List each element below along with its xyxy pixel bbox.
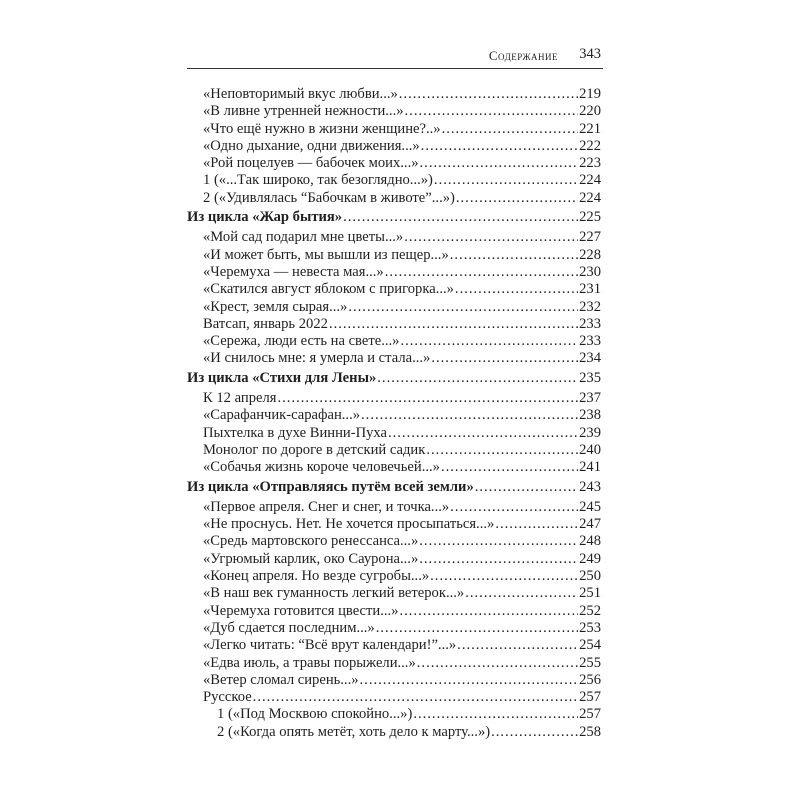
toc-entry — [187, 333, 601, 350]
dot-leader — [377, 370, 578, 387]
toc-entry-page: 220 — [579, 103, 601, 120]
toc-entry-page: 248 — [579, 533, 601, 550]
toc-entry-title: «Собачья жизнь короче человечьей...» — [203, 459, 440, 476]
toc-entry — [187, 86, 601, 103]
toc-entry-title: «Скатился август яблоком с пригорка...» — [203, 281, 454, 298]
toc-entry-title: Русское — [203, 689, 252, 706]
toc-entry-page: 230 — [579, 263, 601, 280]
toc-entry-title: «Черемуха — невеста мая...» — [203, 263, 384, 280]
toc-entry — [187, 281, 601, 298]
dot-leader — [450, 499, 578, 516]
toc-entry-title: «Первое апреля. Снег и снег, и точка...» — [203, 498, 450, 515]
toc-entry — [187, 264, 601, 281]
dot-leader — [457, 637, 578, 654]
dot-leader — [399, 603, 578, 620]
dot-leader — [419, 533, 578, 550]
table-of-contents — [187, 86, 601, 741]
toc-entry-page: 255 — [579, 654, 601, 671]
toc-entry-title: «Угрюмый карлик, око Саурона...» — [203, 550, 419, 567]
dot-leader — [431, 350, 578, 367]
dot-leader — [419, 551, 578, 568]
toc-entry — [187, 390, 601, 407]
toc-entry-page: 219 — [579, 86, 601, 102]
dot-leader — [417, 655, 578, 672]
toc-entry-title: 2 («Удивлялась “Бабочкам в животе”...») — [203, 189, 455, 206]
dot-leader — [360, 672, 579, 689]
toc-entry-title: «Что ещё нужно в жизни женщине?..» — [203, 120, 441, 137]
page-number: 343 — [579, 46, 601, 62]
dot-leader — [385, 264, 578, 281]
toc-entry — [187, 533, 601, 550]
toc-entry-title: «Сарафанчик-сарафан...» — [203, 407, 361, 424]
dot-leader — [450, 247, 578, 264]
toc-entry-page: 253 — [579, 619, 601, 636]
dot-leader — [329, 316, 578, 333]
toc-entry-title: «Мой сад подарил мне цветы...» — [203, 229, 404, 246]
toc-entry-page: 258 — [579, 723, 601, 740]
toc-section-heading — [187, 209, 601, 226]
dot-leader — [465, 585, 578, 602]
dot-leader — [388, 425, 578, 442]
toc-entry — [187, 138, 601, 155]
toc-entry-page: 221 — [579, 120, 601, 137]
toc-entry-page: 239 — [579, 424, 601, 441]
dot-leader — [420, 155, 579, 172]
toc-entry-page: 227 — [579, 229, 601, 246]
toc-entry-page: 224 — [579, 172, 601, 189]
running-title: Содержание — [488, 48, 558, 63]
toc-entry-page: 224 — [579, 189, 601, 206]
toc-entry-page: 233 — [579, 315, 601, 332]
toc-entry-title: «И может быть, мы вышли из пещер...» — [203, 246, 449, 263]
dot-leader — [491, 724, 578, 741]
toc-entry-page: 250 — [579, 568, 601, 585]
dot-leader — [413, 706, 578, 723]
toc-entry-page: 257 — [579, 689, 601, 706]
toc-entry-title: «Легко читать: “Всё врут календари!”...» — [203, 637, 457, 654]
toc-entry-title: Ватсап, январь 2022 — [203, 315, 328, 332]
dot-leader — [442, 121, 579, 138]
toc-entry-title: 2 («Когда опять метёт, хоть дело к марту...») — [217, 723, 491, 740]
toc-entry — [187, 425, 601, 442]
toc-entry-title: «Неповторимый вкус любви...» — [203, 86, 398, 102]
toc-entry-page: 238 — [579, 407, 601, 424]
toc-entry-page: 223 — [579, 155, 601, 172]
toc-entry-title: 1 («...Так широко, так безоглядно...») — [203, 172, 433, 189]
toc-entry-title: Пыхтелка в духе Винни-Пуха — [203, 424, 387, 441]
toc-entry-title: К 12 апреля — [203, 390, 277, 407]
toc-entry-page: 233 — [579, 333, 601, 350]
toc-entry — [187, 299, 601, 316]
toc-entry — [187, 190, 601, 207]
toc-entry — [187, 585, 601, 602]
toc-entry-title: Монолог по дороге в детский садик — [203, 441, 426, 458]
toc-entry — [187, 724, 601, 741]
dot-leader — [495, 516, 578, 533]
dot-leader — [441, 459, 578, 476]
toc-entry — [187, 247, 601, 264]
toc-entry — [187, 316, 601, 333]
toc-entry-page: 245 — [579, 498, 601, 515]
toc-entry-title: «Рой поцелуев — бабочек моих...» — [203, 155, 419, 172]
toc-entry-page: 235 — [579, 369, 601, 386]
toc-entry — [187, 155, 601, 172]
dot-leader — [475, 479, 578, 496]
toc-entry — [187, 637, 601, 654]
toc-entry-page: 256 — [579, 671, 601, 688]
toc-entry-title: Из цикла «Стихи для Лены» — [187, 369, 377, 386]
dot-leader — [399, 86, 578, 103]
toc-entry-title: «Одно дыхание, одни движения...» — [203, 137, 420, 154]
toc-entry — [187, 568, 601, 585]
running-header — [187, 46, 603, 69]
dot-leader — [348, 299, 578, 316]
dot-leader — [430, 568, 578, 585]
toc-entry-page: 228 — [579, 246, 601, 263]
toc-entry — [187, 229, 601, 246]
toc-entry-title: «Конец апреля. Но везде сугробы...» — [203, 568, 430, 585]
toc-entry-page: 241 — [579, 459, 601, 476]
dot-leader — [421, 138, 578, 155]
dot-leader — [343, 209, 578, 226]
dot-leader — [400, 333, 578, 350]
toc-entry — [187, 103, 601, 120]
toc-entry-page: 252 — [579, 602, 601, 619]
toc-section-heading — [187, 370, 601, 387]
toc-entry — [187, 603, 601, 620]
dot-leader — [455, 281, 578, 298]
toc-entry-page: 254 — [579, 637, 601, 654]
toc-entry-title: «Дуб сдается последним...» — [203, 619, 375, 636]
toc-entry — [187, 350, 601, 367]
dot-leader — [376, 620, 578, 637]
toc-entry — [187, 442, 601, 459]
toc-entry-title: «Средь мартовского ренессанса...» — [203, 533, 419, 550]
dot-leader — [434, 172, 578, 189]
toc-entry-title: «В ливне утренней нежности...» — [203, 103, 404, 120]
toc-entry-title: Из цикла «Отправляясь путём всей земли» — [187, 478, 474, 495]
toc-entry — [187, 620, 601, 637]
toc-entry — [187, 655, 601, 672]
toc-entry-title: «В наш век гуманность легкий ветерок...» — [203, 585, 465, 602]
dot-leader — [456, 190, 578, 207]
toc-entry-page: 257 — [579, 706, 601, 723]
dot-leader — [361, 407, 578, 424]
toc-entry — [187, 672, 601, 689]
toc-entry-title: «Крест, земля сырая...» — [203, 298, 348, 315]
dot-leader — [405, 103, 579, 120]
toc-entry — [187, 551, 601, 568]
dot-leader — [404, 229, 578, 246]
toc-entry-page: 247 — [579, 516, 601, 533]
toc-entry — [187, 689, 601, 706]
toc-entry-page: 240 — [579, 441, 601, 458]
toc-entry-title: «Сережа, люди есть на свете...» — [203, 333, 400, 350]
toc-entry — [187, 516, 601, 533]
toc-entry-title: «Не проснусь. Нет. Не хочется просыпаться...» — [203, 516, 495, 533]
dot-leader — [426, 442, 578, 459]
toc-entry — [187, 121, 601, 138]
toc-entry-title: «Ветер сломал сирень...» — [203, 671, 359, 688]
dot-leader — [278, 390, 579, 407]
toc-entry — [187, 706, 601, 723]
toc-entry — [187, 172, 601, 189]
toc-entry-page: 232 — [579, 298, 601, 315]
toc-entry — [187, 407, 601, 424]
toc-entry-page: 222 — [579, 137, 601, 154]
toc-entry-page: 243 — [579, 478, 601, 495]
toc-entry-page: 231 — [579, 281, 601, 298]
toc-entry-page: 225 — [579, 209, 601, 226]
toc-entry-title: 1 («Под Москвою спокойно...») — [217, 706, 413, 723]
toc-entry-title: Из цикла «Жар бытия» — [187, 209, 343, 226]
toc-entry-page: 237 — [579, 390, 601, 407]
toc-section-heading — [187, 479, 601, 496]
toc-entry-title: «Едва июль, а травы порыжели...» — [203, 654, 416, 671]
dot-leader — [253, 689, 578, 706]
toc-entry-page: 234 — [579, 350, 601, 367]
toc-entry-page: 251 — [579, 585, 601, 602]
toc-entry-title: «Черемуха готовится цвести...» — [203, 602, 399, 619]
toc-entry — [187, 499, 601, 516]
toc-entry — [187, 459, 601, 476]
toc-entry-page: 249 — [579, 550, 601, 567]
toc-entry-title: «И снилось мне: я умерла и стала...» — [203, 350, 431, 367]
